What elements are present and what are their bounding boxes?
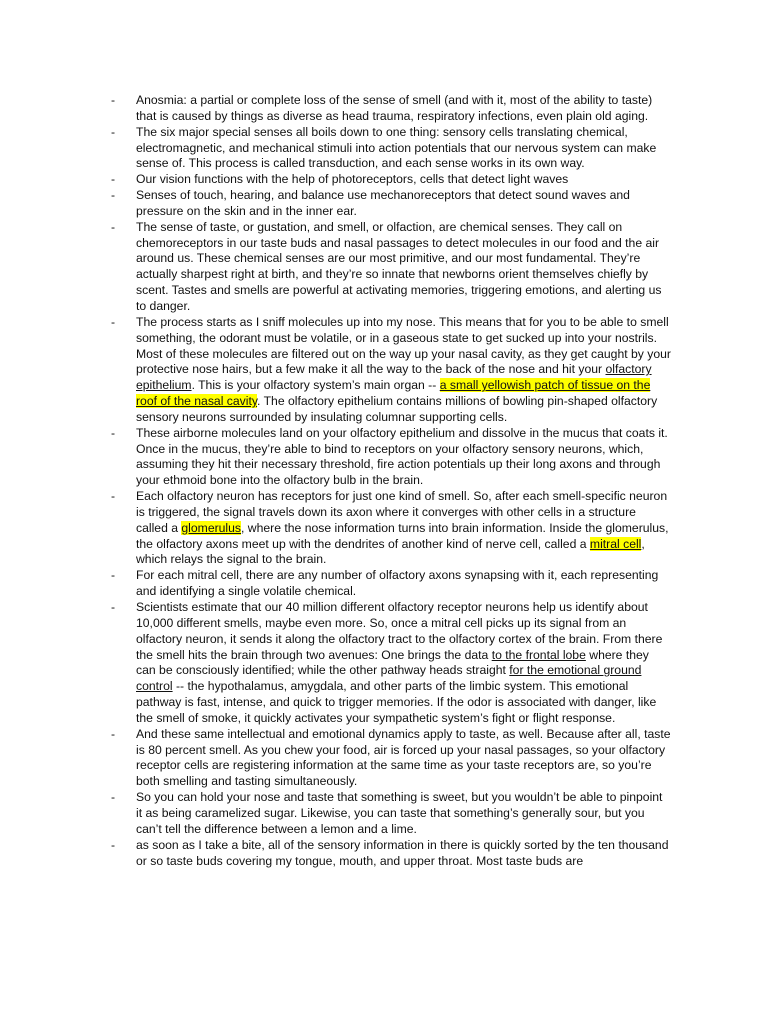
- text-segment: -- the hypothalamus, amygdala, and other parts of the limbic system. This emotional pathway is fast, intense, and quick to trigger memories. If the odor is associated with danger, like the smell of smoke, it quickly activates your sympathetic system’s fight or flight response.: [136, 679, 657, 725]
- bullet-dash: -: [111, 188, 116, 203]
- text-segment: So you can hold your nose and taste that something is sweet, but you wouldn’t be able to pinpoint it as being caramelized sugar. Likewise, you can taste that something’s generally sour, but you can’t tell the difference between a lemon and a lime.: [136, 790, 663, 836]
- list-item: [111, 600, 671, 727]
- text-segment: Senses of touch, hearing, and balance use mechanoreceptors that detect sound waves and pressure on the skin and in the inner ear.: [136, 188, 630, 218]
- list-item: [111, 188, 671, 220]
- underlined-text: to the frontal lobe: [491, 647, 586, 662]
- bullet-dash: -: [111, 93, 116, 107]
- list-item: [111, 93, 671, 125]
- list-item: [111, 838, 671, 870]
- list-item: [111, 125, 671, 173]
- bullet-dash: -: [111, 600, 116, 614]
- list-item: [111, 568, 671, 600]
- bullet-dash: -: [111, 219, 116, 234]
- bullet-dash: -: [111, 172, 116, 187]
- text-segment: The six major special senses all boils down to one thing: sensory cells translating chemical, electromagnetic, and mechanical stimuli into action potentials that our nervous system can make sense of. This process is called transduction, and each sense works in its own way.: [136, 124, 657, 171]
- list-item: [111, 172, 671, 188]
- text-segment: . The olfactory epithelium contains millions of bowling pin-shaped olfactory sensory neurons surrounded by insulating columnar supporting cells.: [136, 394, 658, 424]
- list-item: [111, 790, 671, 838]
- bullet-dash: -: [111, 726, 116, 741]
- underlined-text: for the emotional ground control: [136, 663, 642, 694]
- highlighted-text: a small yellowish patch of tissue on the roof of the nasal cavity: [136, 378, 651, 409]
- text-segment: Each olfactory neuron has receptors for just one kind of smell. So, after each smell-specific neuron is triggered, the signal travels down its axon where it converges with other cells in a structure called a: [136, 489, 668, 535]
- notes-list: [111, 93, 671, 869]
- text-segment: , where the nose information turns into brain information. Inside the glomerulus, the olfactory axons meet up with the dendrites of another kind of nerve cell, called a: [136, 520, 669, 551]
- list-item: [111, 315, 671, 426]
- text-segment: Scientists estimate that our 40 million different olfactory receptor neurons help us identify about 10,000 different smells, maybe even more. So, once a mitral cell picks up its signal from an olfactory neuron, it sends it along the olfactory tract to the olfactory cortex of the brain. From there the smell hits the brain through two avenues: One brings the data: [136, 600, 663, 662]
- highlighted-text: glomerulus: [181, 520, 242, 535]
- list-item: [111, 426, 671, 489]
- list-item: [111, 727, 671, 790]
- bullet-dash: -: [111, 124, 116, 139]
- text-segment: , which relays the signal to the brain.: [136, 536, 645, 567]
- bullet-dash: -: [111, 425, 116, 440]
- text-segment: These airborne molecules land on your olfactory epithelium and dissolve in the mucus that coats it. Once in the mucus, they’re able to bind to receptors on your olfactory sensory neurons, which, assuming they hit their necessary threshold, fire action potentials up their long axons and through your ethmoid bone into the olfactory bulb in the brain.: [136, 425, 668, 488]
- list-item: [111, 220, 671, 315]
- text-segment: The process starts as I sniff molecules up into my nose. This means that for you to be able to smell something, the odorant must be volatile, or in a gaseous state to get sucked up into your nostrils. Most of these molecules are filtered out on the way up your nasal cavity, as they get caught by your protective nose hairs, but a few make it all the way to the back of the nose and hit your: [136, 314, 671, 377]
- text-segment: where they can be consciously identified; while the other pathway heads straight: [136, 647, 649, 678]
- underlined-text: olfactory epithelium: [136, 362, 652, 393]
- text-segment: as soon as I take a bite, all of the sensory information in there is quickly sorted by the ten thousand or so taste buds covering my tongue, mouth, and upper throat. Most taste buds are: [136, 837, 669, 868]
- highlighted-text: mitral cell: [589, 536, 642, 551]
- bullet-dash: -: [111, 314, 116, 329]
- text-segment: Anosmia: a partial or complete loss of the sense of smell (and with it, most of the ability to taste) that is caused by things as diverse as head trauma, respiratory infections, even plain old aging.: [136, 93, 653, 123]
- text-segment: The sense of taste, or gustation, and smell, or olfaction, are chemical senses. They call on chemoreceptors in our taste buds and nasal passages to detect molecules in our food and the air around us. These chemical senses are our most primitive, and our most fundamental. They’re actually sharpest right at birth, and they’re so innate that newborns orient themselves chiefly by scent. Tastes and smells are powerful at activating memories, triggering emotions, and alerting us to danger.: [136, 219, 662, 313]
- bullet-dash: -: [111, 837, 116, 852]
- bullet-dash: -: [111, 568, 116, 583]
- text-segment: . This is your olfactory system’s main organ --: [191, 378, 440, 393]
- text-segment: And these same intellectual and emotional dynamics apply to taste, as well. Because after all, taste is 80 percent smell. As you chew your food, air is forced up your nasal passages, so your olfactory receptor cells are registering information at the same time as your taste receptors are, so you’re both smelling and tasting simultaneously.: [136, 726, 671, 789]
- bullet-dash: -: [111, 790, 116, 805]
- list-item: [111, 489, 671, 568]
- bullet-dash: -: [111, 489, 116, 504]
- text-segment: For each mitral cell, there are any number of olfactory axons synapsing with it, each representing and identifying a single volatile chemical.: [136, 568, 659, 599]
- text-segment: Our vision functions with the help of photoreceptors, cells that detect light waves: [136, 172, 569, 187]
